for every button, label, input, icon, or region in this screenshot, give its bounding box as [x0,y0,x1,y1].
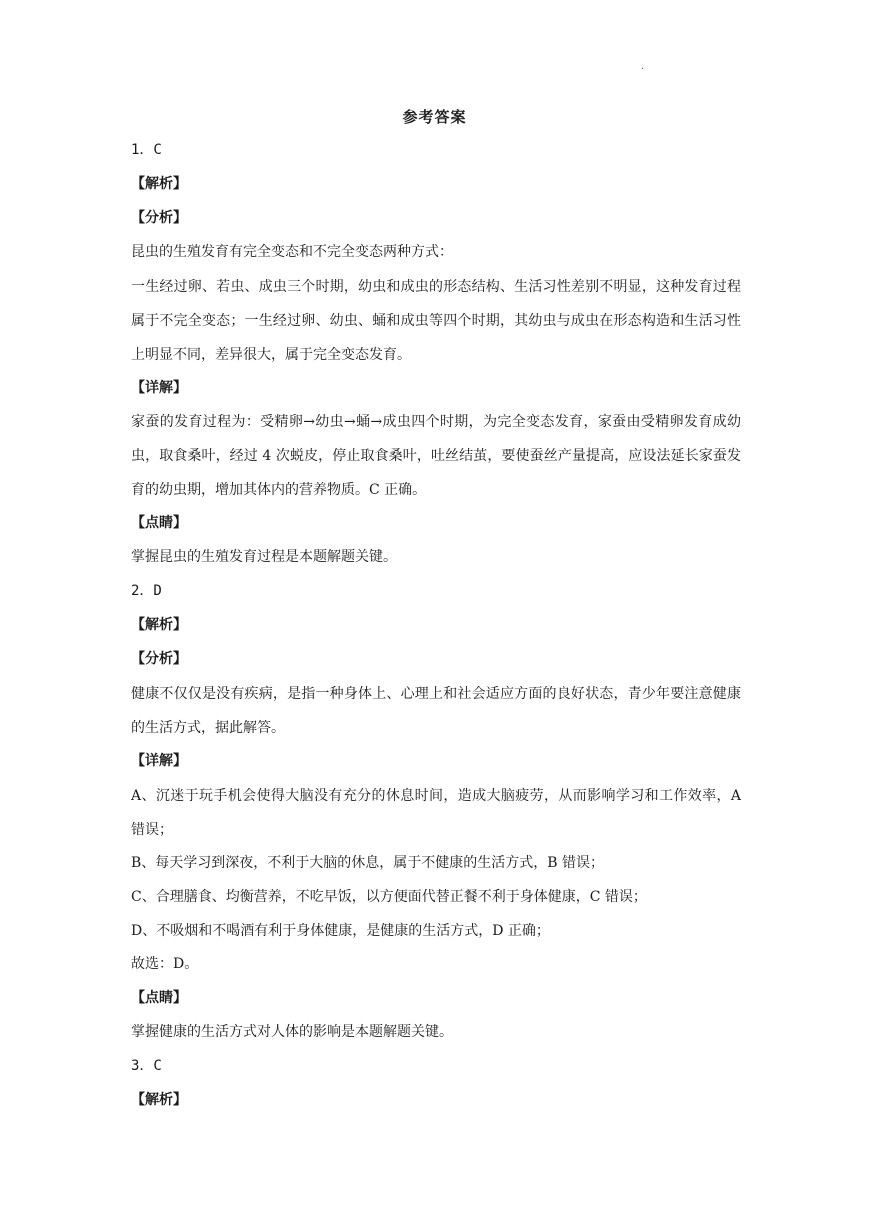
q1-dianjing-paragraph: 掌握昆虫的生殖发育过程是本题解题关键。 [131,549,397,566]
q2-number: 2．D [131,583,162,600]
page-title: 参考答案 [402,108,467,126]
q2-dianjing-paragraph: 掌握健康的生活方式对人体的影响是本题解题关键。 [131,1024,453,1041]
answer-content [131,134,741,1118]
q3-analysis-label: 【解析】 [131,1092,187,1109]
q2-xiangjie-label: 【详解】 [131,752,187,769]
q3-number: 3．C [131,1058,162,1075]
q2-fenxi-paragraph: 健康不仅仅是没有疾病，是指一种身体上、心理上和社会适应方面的良好状态，青少年要注意健康的生活方式，据此解答。 [131,685,741,736]
q1-fenxi-paragraph-2: 一生经过卵、若虫、成虫三个时期，幼虫和成虫的形态结构、生活习性差别不明显，这种发育过程属于不完全变态；一生经过卵、幼虫、蛹和成虫等四个时期，其幼虫与成虫在形态构造和生活习性上明显不同，差异很大，属于完全变态发育。 [131,278,741,363]
q2-option-b: B、每天学习到深夜，不利于大脑的休息，属于不健康的生活方式，B 错误； [131,854,605,871]
q1-number: 1．C [131,142,162,158]
q2-dianjing-label: 【点睛】 [131,990,187,1007]
q1-xiangjie-paragraph: 家蚕的发育过程为：受精卵→幼虫→蛹→成虫四个时期，为完全变态发育，家蚕由受精卵发育成幼虫，取食桑叶，经过 4 次蜕皮，停止取食桑叶，吐丝结茧，要使蚕丝产量提高，应设法延长家蚕发育的幼虫期，增加其体内的营养物质。C 正确。 [131,414,741,499]
q1-fenxi-paragraph-1: 昆虫的生殖发育有完全变态和不完全变态两种方式： [131,243,453,260]
q1-fenxi-label: 【分析】 [131,209,187,226]
q1-dianjing-label: 【点睛】 [131,515,187,532]
q2-option-d: D、不吸烟和不喝酒有利于身体健康，是健康的生活方式，D 正确； [131,922,550,939]
q2-conclusion: 故选：D。 [131,956,199,973]
q2-fenxi-label: 【分析】 [131,651,187,668]
q2-option-c: C、合理膳食、均衡营养，不吃早饭，以方便面代替正餐不利于身体健康，C 错误； [131,888,647,905]
q2-option-a: A、沉迷于玩手机会使得大脑没有充分的休息时间，造成大脑疲劳，从而影响学习和工作效率，A 错误； [131,787,741,838]
q1-xiangjie-label: 【详解】 [131,379,187,396]
q1-analysis-label: 【解析】 [131,175,187,192]
corner-mark: · [641,64,645,75]
q2-analysis-label: 【解析】 [131,617,187,634]
